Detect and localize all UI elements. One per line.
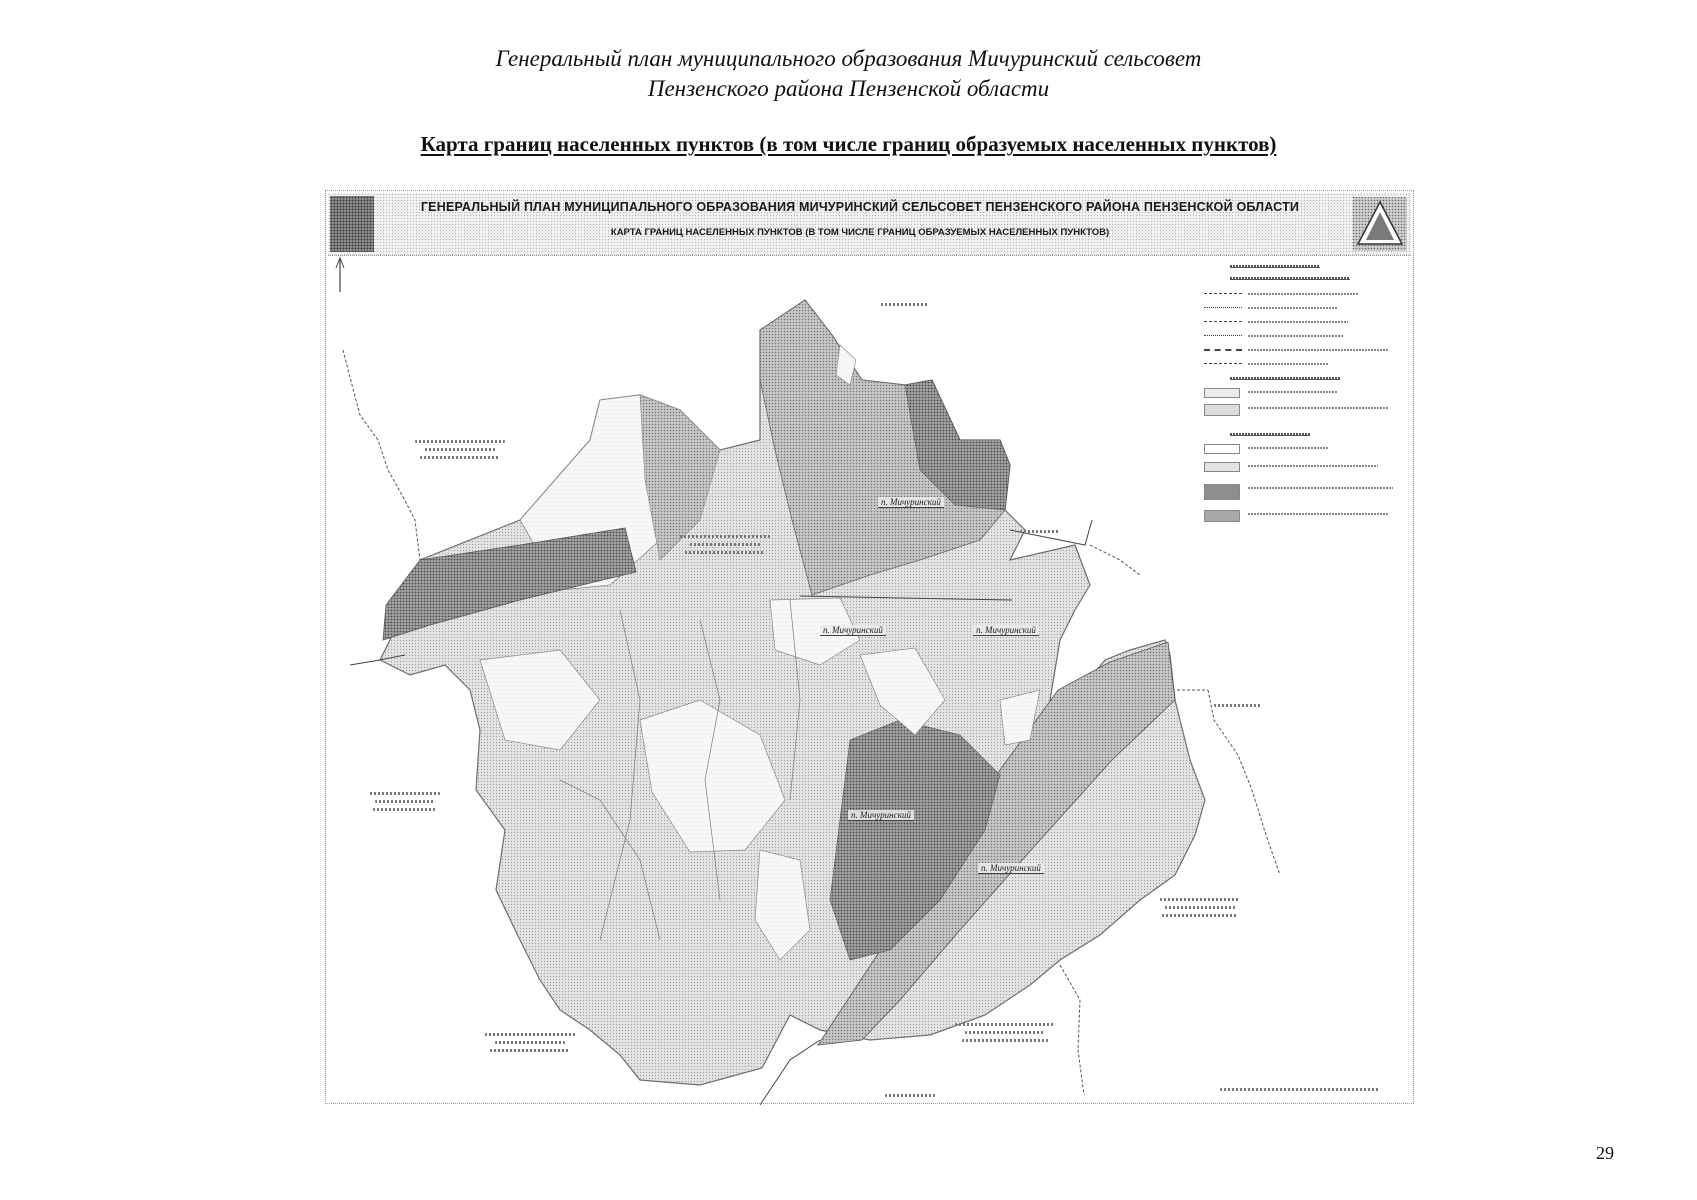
settlement-label: п. Мичуринский [973,625,1039,636]
settlement-label: п. Мичуринский [848,810,914,821]
neighbour-label-center-north [675,535,775,559]
neighbour-label-west [365,792,445,816]
document-title: Карта границ населенных пунктов (в том числе границ образуемых населенных пунктов) [420,132,1277,156]
neighbour-label-north [875,303,935,311]
neighbour-label-northwest [410,440,510,464]
neighbour-label-south [950,1023,1060,1047]
map-subtitle: КАРТА ГРАНИЦ НАСЕЛЕННЫХ ПУНКТОВ (В ТОМ ЧИСЛЕ ГРАНИЦ ОБРАЗУЕМЫХ НАСЕЛЕННЫХ ПУНКТОВ) [610,227,1110,238]
document-header-line-2: Пензенского района Пензенской области [647,76,1050,101]
map-title: ГЕНЕРАЛЬНЫЙ ПЛАН МУНИЦИПАЛЬНОГО ОБРАЗОВАНИЯ МИЧУРИНСКИЙ СЕЛЬСОВЕТ ПЕНЗЕНСКОГО РАЙОНА ПЕНЗЕНСКОЙ ОБЛАСТИ [420,200,1300,214]
neighbour-label-east-north [1208,704,1268,712]
map-footnote [1215,1088,1385,1096]
map-legend [1200,262,1400,522]
settlement-label: п. Мичуринский [878,497,944,508]
page-number: 29 [1596,1143,1614,1163]
map-scale-label [880,1094,940,1102]
settlement-label: п. Мичуринский [820,625,886,636]
neighbour-label-east [1150,898,1250,922]
neighbour-label-southwest [480,1033,580,1057]
road-label [1015,530,1065,538]
settlement-label: п. Мичуринский [978,863,1044,874]
document-header-line-1: Генеральный план муниципального образования Мичуринский сельсовет [495,46,1202,71]
